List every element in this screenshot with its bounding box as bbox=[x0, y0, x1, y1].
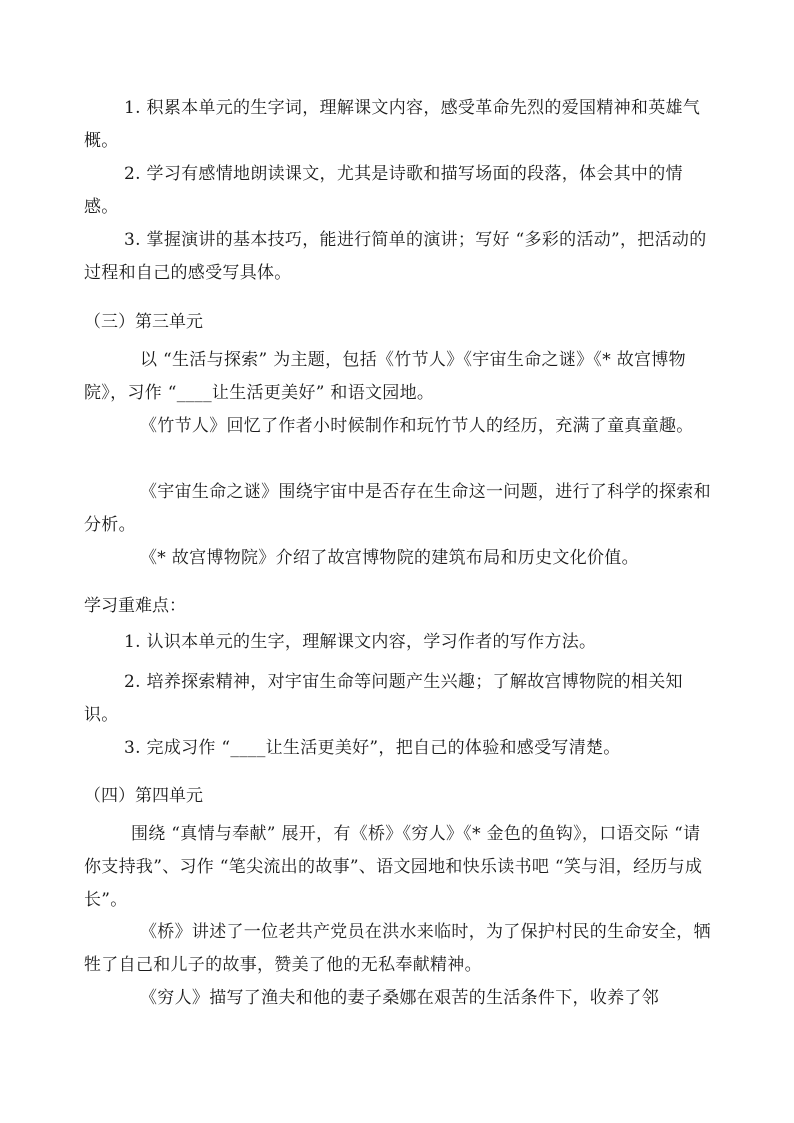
section-heading-unit3: （三）第三单元 bbox=[84, 312, 203, 332]
section-heading-unit4: （四）第四单元 bbox=[84, 786, 203, 806]
focus-heading: 学习重难点： bbox=[84, 596, 186, 616]
focus-item-3: 3. 完成习作 “____让生活更美好”，把自己的体验和感受写清楚。 bbox=[124, 738, 621, 758]
unit3-lesson-1: 《竹节人》回忆了作者小时候制作和玩竹节人的经历，充满了童真童趣。 bbox=[140, 416, 694, 436]
unit3-lesson-3: 《* 故宫博物院》介绍了故宫博物院的建筑布局和历史文化价值。 bbox=[140, 548, 639, 568]
goal-item-1: 1. 积累本单元的生字词，理解课文内容，感受革命先烈的爱国精神和英雄气概。 bbox=[84, 98, 701, 151]
unit3-lesson-2: 《宇宙生命之谜》围绕宇宙中是否存在生命这一问题，进行了科学的探索和分析。 bbox=[84, 482, 711, 535]
goal-item-2: 2. 学习有感情地朗读课文，尤其是诗歌和描写场面的段落，体会其中的情感。 bbox=[84, 164, 683, 217]
unit3-intro: 以 “生活与探索” 为主题，包括《竹节人》《宇宙生命之谜》《* 故宫博物院》，习作 “____让生活更美好” 和语文园地。 bbox=[84, 350, 686, 403]
unit4-intro: 围绕 “真情与奉献” 展开，有《桥》《穷人》《* 金色的鱼钩》，口语交际 “请你支持我”、习作 “笔尖流出的故事”、语文园地和快乐读书吧 “笑与泪，经历与成长”。 bbox=[84, 824, 703, 910]
focus-item-1: 1. 认识本单元的生字，理解课文内容，学习作者的写作方法。 bbox=[124, 632, 597, 652]
unit4-lesson-2: 《穷人》描写了渔夫和他的妻子桑娜在艰苦的生活条件下，收养了邻 bbox=[140, 988, 659, 1008]
goal-item-3: 3. 掌握演讲的基本技巧，能进行简单的演讲；写好 “多彩的活动”，把活动的过程和自己的感受写具体。 bbox=[84, 230, 707, 283]
focus-item-2: 2. 培养探索精神，对宇宙生命等问题产生兴趣；了解故宫博物院的相关知识。 bbox=[84, 672, 683, 725]
unit4-lesson-1: 《桥》讲述了一位老共产党员在洪水来临时，为了保护村民的生命安全，牺牲了自己和儿子的故事，赞美了他的无私奉献精神。 bbox=[84, 922, 711, 975]
